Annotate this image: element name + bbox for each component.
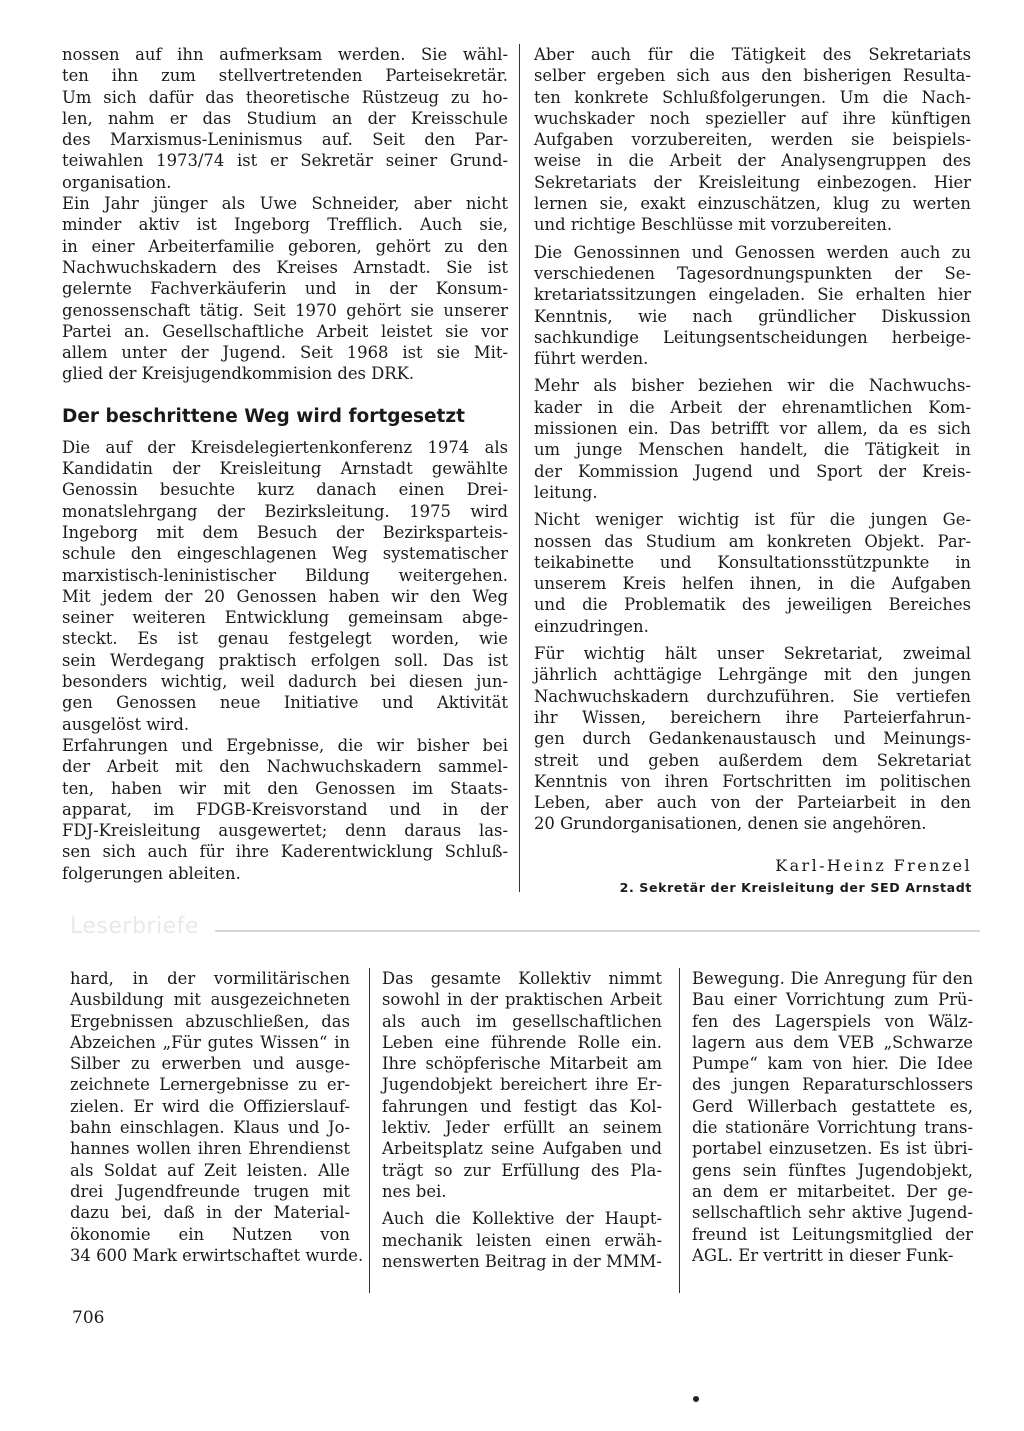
text-line: Abzeichen „Für gutes Wissen“ in: [70, 1032, 350, 1052]
text-line: FDJ-Kreisleitung ausgewertet; denn daraus las-: [62, 821, 508, 841]
text-line: teikabinette und Konsultationsstützpunkte in: [534, 552, 971, 572]
text-line: lektiv. Jeder erfüllt an seinem: [382, 1118, 662, 1138]
text-line: weise in die Arbeit der Analysengruppen des: [534, 151, 971, 171]
text-line: verschiedenen Tagesordnungspunkten der Se-: [534, 263, 971, 283]
text-line: leitung.: [534, 482, 598, 502]
text-line: Ergebnissen abzuschließen, das: [70, 1011, 350, 1031]
text-line: in einer Arbeiterfamilie geboren, gehört zu den: [62, 236, 508, 256]
paragraph: [534, 375, 971, 503]
author-name: Karl-Heinz Frenzel: [775, 856, 972, 875]
text-line: Auch die Kollektive der Haupt-: [382, 1209, 662, 1229]
letter-column-3: [692, 968, 973, 1272]
text-line: steckt. Es ist genau festgelegt worden, wie: [62, 629, 508, 649]
text-line: Partei an. Gesellschaftliche Arbeit leistet sie vor: [62, 321, 508, 341]
column-rule: [369, 968, 370, 1293]
text-line: Kenntnis von ihren Fortschritten im politischen: [534, 771, 971, 791]
text-line: nes bei.: [382, 1181, 447, 1201]
paragraph: [534, 242, 971, 370]
text-line: hard, in der vormilitärischen: [70, 969, 350, 988]
text-line: als Soldat auf Zeit leisten. Alle: [70, 1160, 350, 1180]
text-line: 34 600 Mark erwirtschaftet wurde.: [70, 1245, 364, 1265]
text-line: der Arbeit mit den Nachwuchskadern sammel-: [62, 757, 508, 777]
text-line: sein Werdegang praktisch erfolgen soll. Das ist: [62, 650, 508, 670]
text-line: organisation.: [62, 172, 172, 192]
paragraph: [534, 509, 971, 637]
text-line: kretariatssitzungen eingeladen. Sie erhalten hier: [534, 285, 971, 305]
text-line: Nicht weniger wichtig ist für die jungen Ge-: [534, 510, 971, 530]
text-line: wuchskader noch spezieller auf ihre künftigen: [534, 108, 971, 128]
text-line: freund ist Leitungsmitglied der: [692, 1224, 973, 1244]
text-line: Erfahrungen und Ergebnisse, die wir bisher bei: [62, 735, 508, 755]
text-line: nenswerten Beitrag in der MMM-: [382, 1251, 662, 1271]
column-rule: [519, 44, 520, 892]
text-line: als auch im gesellschaftlichen: [382, 1011, 662, 1031]
text-line: gen Genossen neue Initiative und Aktivität: [62, 693, 508, 713]
text-line: dazu bei, daß in der Material-: [70, 1203, 350, 1223]
text-line: einzudringen.: [534, 616, 649, 636]
article-column-right: [534, 44, 971, 841]
section-heading: Der beschrittene Weg wird fortgesetzt: [62, 405, 466, 427]
text-line: an dem er mitarbeitet. Der ge-: [692, 1181, 973, 1201]
text-line: Nachwuchskadern durchzuführen. Sie vertiefen: [534, 686, 971, 706]
text-line: folgerungen ableiten.: [62, 863, 241, 883]
text-line: Bau einer Vorrichtung zum Prü-: [692, 990, 973, 1010]
text-line: len, nahm er das Studium an der Kreisschule: [62, 108, 508, 128]
text-line: des jungen Reparaturschlossers: [692, 1075, 973, 1095]
text-line: streit und geben außerdem dem Sekretariat: [534, 750, 971, 770]
text-line: Ihre schöpferische Mitarbeit am: [382, 1054, 662, 1074]
paragraph: [62, 735, 508, 884]
text-line: ihr Wissen, bereichern ihre Parteierfahrun-: [534, 707, 971, 727]
text-line: Bewegung. Die Anregung für den: [692, 969, 973, 988]
paragraph: [62, 44, 508, 193]
text-line: sachkundige Leitungsentscheidungen herbeige-: [534, 327, 971, 347]
text-line: jährlich achttägige Lehrgänge mit den jungen: [534, 665, 971, 685]
text-line: Gerd Willerbach gestattete es,: [692, 1096, 973, 1116]
text-line: ausgelöst wird.: [62, 714, 190, 734]
text-line: selber ergeben sich aus den bisherigen Resulta-: [534, 66, 971, 86]
text-line: Für wichtig hält unser Sekretariat, zweimal: [534, 644, 971, 664]
page-number: 706: [72, 1308, 105, 1328]
ink-dot: [693, 1396, 699, 1402]
text-line: hannes wollen ihren Ehrendienst: [70, 1139, 350, 1159]
text-line: 20 Grundorganisationen, denen sie angehören.: [534, 814, 927, 834]
text-line: Leben eine führende Rolle ein.: [382, 1032, 662, 1052]
text-line: ten konkrete Schlußfolgerungen. Um die Nach-: [534, 87, 971, 107]
paragraph: [692, 968, 973, 1266]
text-line: allem unter der Jugend. Seit 1968 ist sie Mit-: [62, 343, 508, 363]
text-line: Kenntnis, wie nach gründlicher Diskussion: [534, 306, 971, 326]
text-line: um junge Menschen handelt, die Tätigkeit in: [534, 440, 971, 460]
text-line: Aufgaben vorzubereiten, werden sie beispiels-: [534, 130, 971, 150]
text-line: gelernte Fachverkäuferin und in der Konsum-: [62, 279, 508, 299]
text-line: minder aktiv ist Ingeborg Trefflich. Auch sie,: [62, 215, 508, 235]
text-line: teiwahlen 1973/74 ist er Sekretär seiner Grund-: [62, 151, 508, 171]
text-line: fahrungen und festigt das Kol-: [382, 1096, 662, 1116]
text-line: Pumpe“ kam von hier. Die Idee: [692, 1054, 973, 1074]
text-line: unserem Kreis helfen ihnen, in die Aufgaben: [534, 574, 971, 594]
text-line: bahn einschlagen. Klaus und Jo-: [70, 1118, 350, 1138]
text-line: gen durch Gedankenaustausch und Meinungs-: [534, 729, 971, 749]
article-column-left: [62, 44, 508, 890]
text-line: Sekretariats der Kreisleitung einbezogen. Hier: [534, 172, 971, 192]
text-line: AGL. Er vertritt in dieser Funk-: [692, 1245, 954, 1265]
text-line: genossenschaft tätig. Seit 1970 gehört sie unserer: [62, 300, 508, 320]
text-line: sen sich auch für ihre Kaderentwicklung Schluß-: [62, 842, 508, 862]
text-line: mechanik leisten einen erwäh-: [382, 1230, 662, 1250]
text-line: sellschaftlich sehr aktive Jugend-: [692, 1203, 973, 1223]
text-line: lernen sie, exakt einzuschätzen, klug zu werten: [534, 194, 971, 214]
text-line: der Kommission Jugend und Sport der Kreis-: [534, 461, 971, 481]
text-line: missionen ein. Das betrifft vor allem, da es sich: [534, 419, 971, 439]
text-line: trägt so zur Erfüllung des Pla-: [382, 1160, 662, 1180]
text-line: nossen auf ihn aufmerksam werden. Sie wähl-: [62, 45, 508, 64]
text-line: Jugendobjekt bereichert ihre Er-: [382, 1075, 662, 1095]
letter-column-1: [70, 968, 364, 1272]
text-line: Arbeitsplatz seine Aufgaben und: [382, 1139, 662, 1159]
paragraph: [382, 968, 662, 1202]
text-line: Silber zu erwerben und ausge-: [70, 1054, 350, 1074]
text-line: Mehr als bisher beziehen wir die Nachwuchs-: [534, 376, 971, 396]
text-line: und die Problematik des jeweiligen Bereiches: [534, 595, 971, 615]
text-line: ten ihn zum stellvertretenden Parteisekretär.: [62, 66, 508, 86]
text-line: monatslehrgang der Bezirksleitung. 1975 wird: [62, 501, 508, 521]
paragraph: [62, 193, 508, 385]
text-line: fen des Lagerspiels von Wälz-: [692, 1011, 973, 1031]
text-line: lagern aus dem VEB „Schwarze: [692, 1032, 973, 1052]
text-line: Leben, aber auch von der Parteiarbeit in den: [534, 793, 971, 813]
text-line: apparat, im FDGB-Kreisvorstand und in der: [62, 799, 508, 819]
text-line: Das gesamte Kollektiv nimmt: [382, 969, 662, 988]
text-line: Ingeborg mit dem Besuch der Bezirksparteis-: [62, 522, 508, 542]
text-line: ten, haben wir mit den Genossen im Staats-: [62, 778, 508, 798]
text-line: die stationäre Vorrichtung trans-: [692, 1118, 973, 1138]
text-line: führt werden.: [534, 349, 649, 369]
text-line: glied der Kreisjugendkommision des DRK.: [62, 364, 415, 384]
text-line: Die Genossinnen und Genossen werden auch zu: [534, 242, 971, 262]
text-line: gens sein fünftes Jugendobjekt,: [692, 1160, 973, 1180]
paragraph: [70, 968, 364, 1266]
paragraph: [534, 643, 971, 835]
text-line: Ein Jahr jünger als Uwe Schneider, aber nicht: [62, 194, 508, 214]
paragraph: [534, 44, 971, 236]
author-role: 2. Sekretär der Kreisleitung der SED Arnstadt: [619, 880, 972, 895]
text-line: Nachwuchskadern des Kreises Arnstadt. Sie ist: [62, 257, 508, 277]
text-line: drei Jugendfreunde trugen mit: [70, 1181, 350, 1201]
text-line: Um sich dafür das theoretische Rüstzeug zu ho-: [62, 87, 508, 107]
column-rule: [679, 968, 680, 1293]
section-title: Leserbriefe: [70, 914, 199, 939]
text-line: sowohl in der praktischen Arbeit: [382, 990, 662, 1010]
text-line: portabel einzusetzen. Es ist übri-: [692, 1139, 973, 1159]
text-line: schule den eingeschlagenen Weg systematischer: [62, 544, 508, 564]
text-line: Ausbildung mit ausgezeichneten: [70, 990, 350, 1010]
text-line: zeichnete Lernergebnisse zu er-: [70, 1075, 350, 1095]
text-line: Kandidatin der Kreisleitung Arnstadt gewählte: [62, 459, 508, 479]
text-line: ökonomie ein Nutzen von: [70, 1224, 350, 1244]
text-line: seiner weiteren Entwicklung gemeinsam abge-: [62, 608, 508, 628]
text-line: Die auf der Kreisdelegiertenkonferenz 1974 als: [62, 437, 508, 457]
section-divider: [215, 930, 980, 932]
paragraph: [382, 1208, 662, 1272]
text-line: besonders wichtig, weil dadurch bei diesen jun-: [62, 672, 508, 692]
text-line: kader in die Arbeit der ehrenamtlichen Kom-: [534, 397, 971, 417]
text-line: zielen. Er wird die Offizierslauf-: [70, 1096, 350, 1116]
text-line: marxistisch-leninistischer Bildung weitergehen.: [62, 565, 508, 585]
text-line: nossen das Studium am konkreten Objekt. Par-: [534, 531, 971, 551]
paragraph: [62, 437, 508, 735]
letter-column-2: [382, 968, 662, 1278]
text-line: Genossin besuchte kurz danach einen Drei-: [62, 480, 508, 500]
text-line: Aber auch für die Tätigkeit des Sekretariats: [534, 45, 971, 64]
text-line: Mit jedem der 20 Genossen haben wir den Weg: [62, 586, 508, 606]
text-line: und richtige Beschlüsse mit vorzubereiten.: [534, 215, 893, 235]
text-line: des Marxismus-Leninismus auf. Seit den Par-: [62, 130, 508, 150]
